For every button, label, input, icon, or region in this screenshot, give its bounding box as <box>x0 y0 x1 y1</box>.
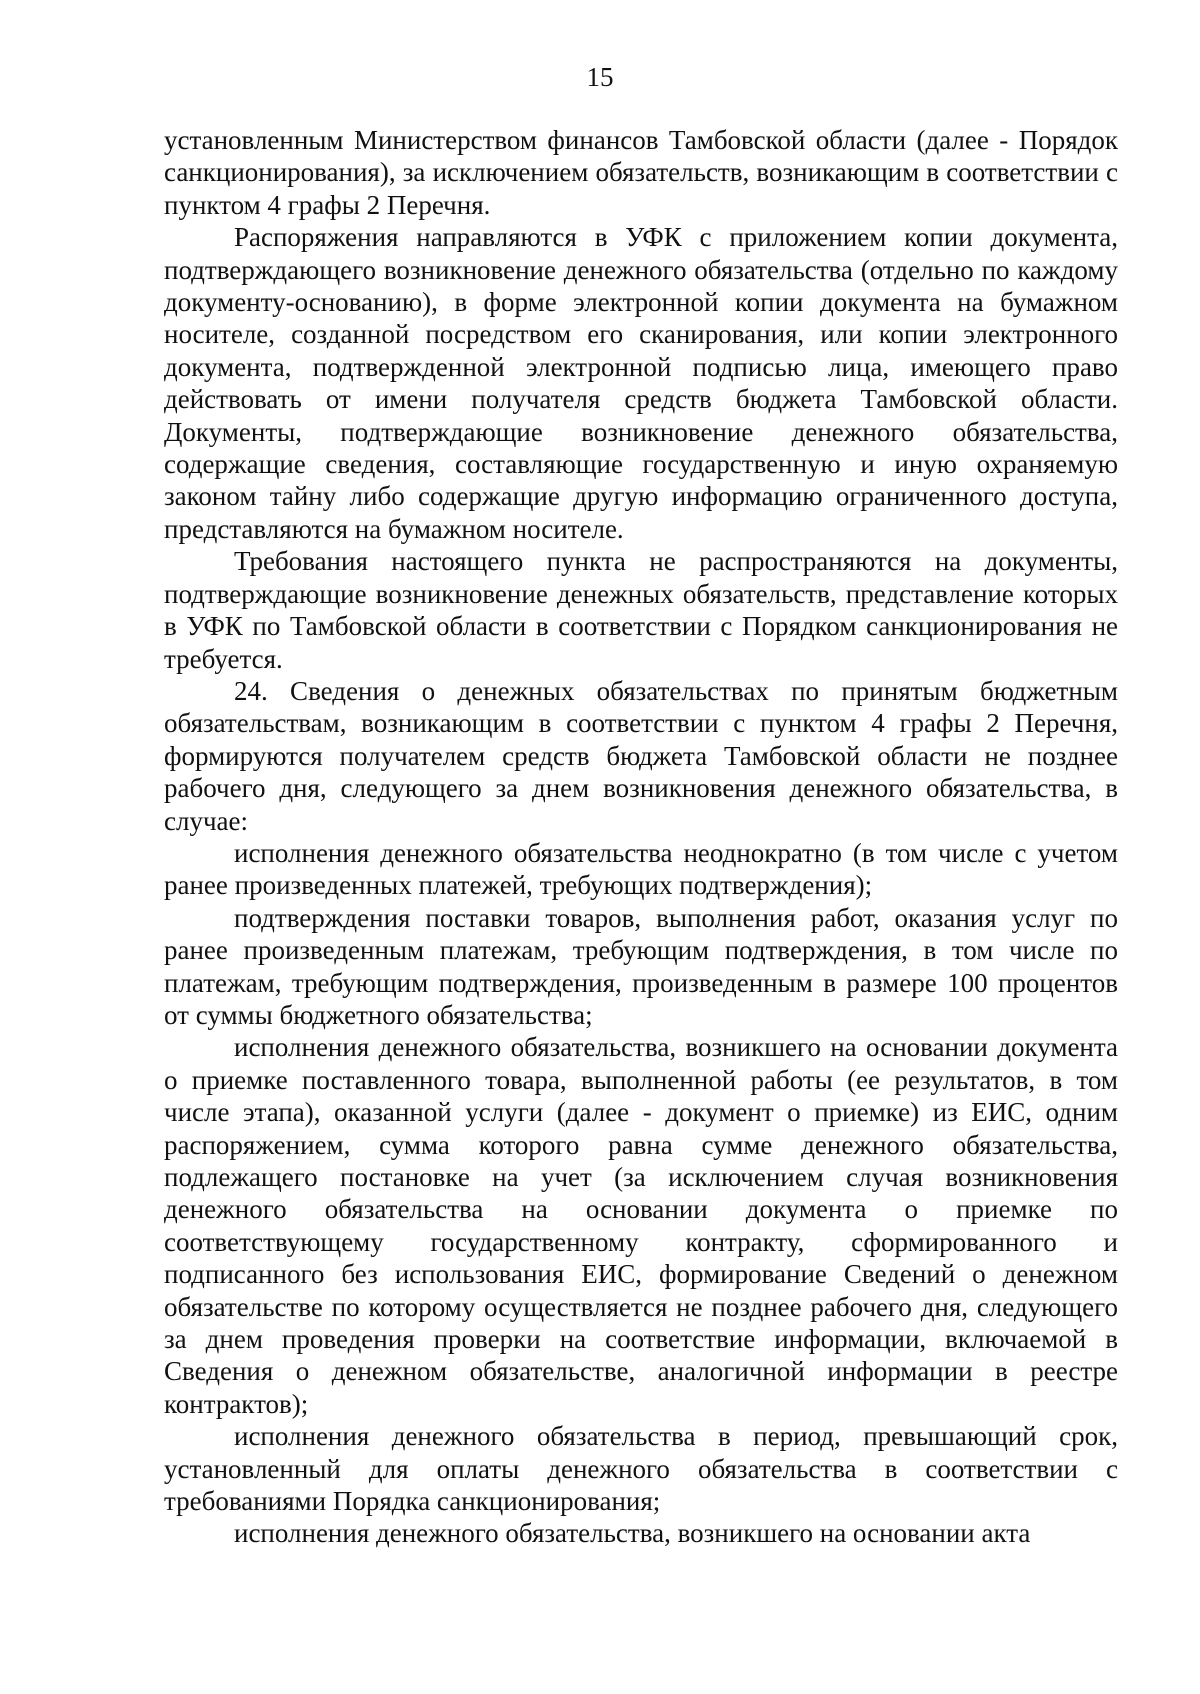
paragraph-requirements-exception: Требования настоящего пункта не распространяются на документы, подтверждающие возникновение денежных обязательств, представление которых в УФК по Тамбовской области в соответствии с Порядком санкционирования не требуется. <box>164 546 1118 674</box>
page-number: 15 <box>586 62 614 92</box>
paragraph-case-extended-period: исполнения денежного обязательства в период, превышающий срок, установленный для оплаты денежного обязательства в соответствии с требованиями Порядка санкционирования; <box>164 1421 1118 1517</box>
paragraph-orders-submission: Распоряжения направляются в УФК с приложением копии документа, подтверждающего возникновение денежного обязательства (отдельно по каждому документу-основанию), в форме электронной копии документа на бумажном носителе, созданной посредством его сканирования, или копии электронного документа, подтвержденной электронной подписью лица, имеющего право действовать от имени получателя средств бюджета Тамбовской области. Документы, подтверждающие возникновение денежного обязательства, содержащие сведения, составляющие государственную и иную охраняемую законом тайну либо содержащие другую информацию ограниченного доступа, представляются на бумажном носителе. <box>164 222 1118 544</box>
paragraph-case-delivery-confirmation: подтверждения поставки товаров, выполнения работ, оказания услуг по ранее произведенным платежам, требующим подтверждения, в том числе по платежам, требующим подтверждения, произведенным в размере 100 процентов от суммы бюджетного обязательства; <box>164 902 1118 1030</box>
paragraph-item-24: 24. Сведения о денежных обязательствах по принятым бюджетным обязательствам, возникающим в соответствии с пунктом 4 графы 2 Перечня, формируются получателем средств бюджета Тамбовской области не позднее рабочего дня, следующего за днем возникновения денежного обязательства, в случае: <box>164 675 1118 836</box>
paragraph-case-repeated-execution: исполнения денежного обязательства неоднократно (в том числе с учетом ранее произведенных платежей, требующих подтверждения); <box>164 837 1118 901</box>
paragraph-case-acceptance-document: исполнения денежного обязательства, возникшего на основании документа о приемке поставленного товара, выполненной работы (ее результатов, в том числе этапа), оказанной услуги (далее - документ о приемке) из ЕИС, одним распоряжением, сумма которого равна сумме денежного обязательства, подлежащего постановке на учет (за исключением случая возникновения денежного обязательства на основании документа о приемке по соответствующему государственному контракту, сформированного и подписанного без использования ЕИС, формирование Сведений о денежном обязательстве по которому осуществляется не позднее рабочего дня, следующего за днем проведения проверки на соответствие информации, включаемой в Сведения о денежном обязательстве, аналогичной информации в реестре контрактов); <box>164 1032 1118 1419</box>
document-body <box>164 124 1118 1550</box>
paragraph-continuation: установленным Министерством финансов Тамбовской области (далее - Порядок санкционирования), за исключением обязательств, возникающим в соответствии с пунктом 4 графы 2 Перечня. <box>164 125 1118 220</box>
paragraph-case-act: исполнения денежного обязательства, возникшего на основании акта <box>234 1518 1031 1549</box>
